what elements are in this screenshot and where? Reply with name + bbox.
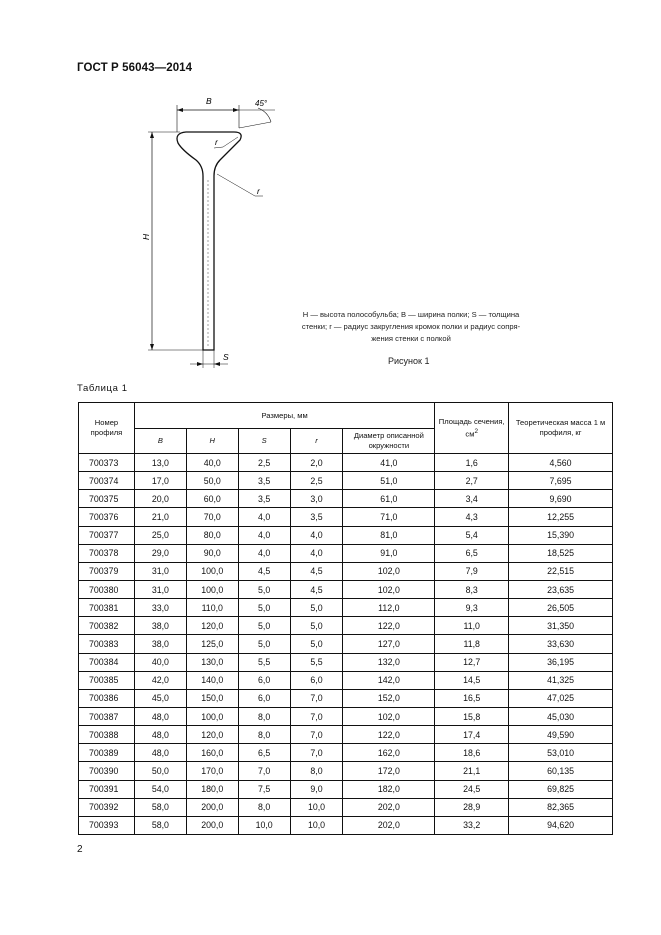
table-cell: 40,0	[186, 454, 238, 472]
legend-line: H — высота полособульба; B — ширина полки; S — толщина	[302, 310, 520, 319]
figure-caption: Рисунок 1	[388, 356, 430, 366]
table-row	[79, 671, 613, 689]
label-b: B	[206, 96, 212, 106]
table-cell: 700388	[79, 726, 135, 744]
table-cell: 28,9	[435, 798, 509, 816]
table-cell: 91,0	[343, 544, 435, 562]
table-cell: 3,5	[238, 472, 290, 490]
table-cell: 4,5	[290, 580, 343, 598]
table-cell: 4,0	[238, 508, 290, 526]
table-cell: 16,5	[435, 689, 509, 707]
table-row	[79, 508, 613, 526]
table-cell: 5,0	[238, 599, 290, 617]
table-row	[79, 762, 613, 780]
table-cell: 4,3	[435, 508, 509, 526]
table-cell: 58,0	[134, 816, 186, 834]
table-cell: 12,7	[435, 653, 509, 671]
table-cell: 61,0	[343, 490, 435, 508]
header-s	[238, 429, 290, 454]
header-r-text: r	[315, 436, 318, 445]
table-row	[79, 580, 613, 598]
table-cell: 15,8	[435, 707, 509, 725]
table-cell: 50,0	[134, 762, 186, 780]
table-cell: 7,0	[290, 707, 343, 725]
table-cell: 700379	[79, 562, 135, 580]
table-cell: 7,0	[290, 744, 343, 762]
table-cell: 36,195	[509, 653, 613, 671]
table-cell: 102,0	[343, 580, 435, 598]
table-cell: 8,3	[435, 580, 509, 598]
table-cell: 33,630	[509, 635, 613, 653]
table-row	[79, 454, 613, 472]
table-title: Таблица 1	[77, 383, 128, 394]
table-cell: 11,0	[435, 617, 509, 635]
table-cell: 127,0	[343, 635, 435, 653]
table-cell: 31,0	[134, 580, 186, 598]
table-cell: 4,0	[238, 544, 290, 562]
table-cell: 48,0	[134, 707, 186, 725]
table-cell: 70,0	[186, 508, 238, 526]
header-area-text: Площадь сечения, см	[438, 416, 505, 439]
table-row	[79, 726, 613, 744]
table-cell: 94,620	[509, 816, 613, 834]
table-cell: 10,0	[290, 816, 343, 834]
table-cell: 5,0	[290, 635, 343, 653]
table-cell: 54,0	[134, 780, 186, 798]
table-row	[79, 599, 613, 617]
table-cell: 3,5	[290, 508, 343, 526]
legend-line: жения стенки с полкой	[371, 334, 451, 343]
table-cell: 18,6	[435, 744, 509, 762]
table-row	[79, 490, 613, 508]
table-cell: 41,325	[509, 671, 613, 689]
header-area-sup: 2	[474, 427, 478, 435]
table-row	[79, 780, 613, 798]
table-cell: 700383	[79, 635, 135, 653]
table-row	[79, 472, 613, 490]
table-cell: 51,0	[343, 472, 435, 490]
table-body	[79, 454, 613, 835]
table-cell: 7,5	[238, 780, 290, 798]
table-cell: 700389	[79, 744, 135, 762]
table-cell: 200,0	[186, 798, 238, 816]
table-cell: 142,0	[343, 671, 435, 689]
table-cell: 122,0	[343, 617, 435, 635]
table-cell: 700380	[79, 580, 135, 598]
table-cell: 23,635	[509, 580, 613, 598]
table-cell: 24,5	[435, 780, 509, 798]
table-row	[79, 526, 613, 544]
table-row	[79, 562, 613, 580]
table-cell: 5,5	[290, 653, 343, 671]
table-cell: 8,0	[290, 762, 343, 780]
table-cell: 125,0	[186, 635, 238, 653]
table-cell: 21,0	[134, 508, 186, 526]
label-angle: 45°	[255, 99, 268, 108]
header-mass: Теоретическая масса 1 м профиля, кг	[509, 403, 613, 454]
table-cell: 110,0	[186, 599, 238, 617]
table-cell: 6,0	[290, 671, 343, 689]
table-row	[79, 707, 613, 725]
table-cell: 17,0	[134, 472, 186, 490]
label-r-top: r	[215, 137, 218, 147]
table-cell: 7,0	[238, 762, 290, 780]
table-cell: 700384	[79, 653, 135, 671]
header-h-text: H	[209, 436, 215, 445]
table-cell: 100,0	[186, 707, 238, 725]
table-cell: 11,8	[435, 635, 509, 653]
table-cell: 122,0	[343, 726, 435, 744]
table-cell: 150,0	[186, 689, 238, 707]
table-row	[79, 635, 613, 653]
table-cell: 5,0	[290, 617, 343, 635]
table-cell: 10,0	[238, 816, 290, 834]
profile-table	[78, 402, 613, 835]
table-cell: 49,590	[509, 726, 613, 744]
table-cell: 7,0	[290, 689, 343, 707]
table-cell: 5,0	[238, 580, 290, 598]
table-cell: 48,0	[134, 726, 186, 744]
table-cell: 40,0	[134, 653, 186, 671]
label-h: H	[141, 233, 151, 240]
table-cell: 53,010	[509, 744, 613, 762]
table-cell: 172,0	[343, 762, 435, 780]
table-cell: 700391	[79, 780, 135, 798]
table-cell: 38,0	[134, 617, 186, 635]
table-cell: 9,690	[509, 490, 613, 508]
header-r	[290, 429, 343, 454]
table-cell: 200,0	[186, 816, 238, 834]
table-cell: 41,0	[343, 454, 435, 472]
table-cell: 81,0	[343, 526, 435, 544]
table-row	[79, 617, 613, 635]
header-diameter: Диаметр описанной окружности	[343, 429, 435, 454]
table-cell: 14,5	[435, 671, 509, 689]
table-cell: 17,4	[435, 726, 509, 744]
table-cell: 6,5	[238, 744, 290, 762]
table-cell: 102,0	[343, 707, 435, 725]
table-cell: 4,0	[290, 526, 343, 544]
table-cell: 1,6	[435, 454, 509, 472]
table-cell: 700392	[79, 798, 135, 816]
table-cell: 31,0	[134, 562, 186, 580]
header-b	[134, 429, 186, 454]
table-cell: 700381	[79, 599, 135, 617]
header-h	[186, 429, 238, 454]
table-cell: 700386	[79, 689, 135, 707]
table-cell: 7,9	[435, 562, 509, 580]
table-cell: 12,255	[509, 508, 613, 526]
table-cell: 3,5	[238, 490, 290, 508]
table-cell: 10,0	[290, 798, 343, 816]
table-cell: 100,0	[186, 580, 238, 598]
header-profile-number: Номер профиля	[79, 403, 135, 454]
table-cell: 102,0	[343, 562, 435, 580]
table-cell: 182,0	[343, 780, 435, 798]
table-cell: 13,0	[134, 454, 186, 472]
table-cell: 60,135	[509, 762, 613, 780]
table-cell: 700377	[79, 526, 135, 544]
table-cell: 700378	[79, 544, 135, 562]
table-cell: 45,030	[509, 707, 613, 725]
table-cell: 700375	[79, 490, 135, 508]
table-cell: 3,0	[290, 490, 343, 508]
table-cell: 9,0	[290, 780, 343, 798]
table-cell: 4,5	[290, 562, 343, 580]
table-cell: 140,0	[186, 671, 238, 689]
table-cell: 9,3	[435, 599, 509, 617]
table-cell: 38,0	[134, 635, 186, 653]
table-cell: 60,0	[186, 490, 238, 508]
table-cell: 82,365	[509, 798, 613, 816]
header-area	[435, 403, 509, 454]
document-header: ГОСТ Р 56043—2014	[77, 62, 193, 74]
table-cell: 22,515	[509, 562, 613, 580]
table-cell: 31,350	[509, 617, 613, 635]
table-cell: 50,0	[186, 472, 238, 490]
figure-legend	[280, 309, 542, 345]
table-cell: 8,0	[238, 726, 290, 744]
table-cell: 700374	[79, 472, 135, 490]
table-cell: 2,5	[290, 472, 343, 490]
label-s: S	[223, 352, 229, 362]
table-cell: 170,0	[186, 762, 238, 780]
table-cell: 71,0	[343, 508, 435, 526]
table-cell: 2,5	[238, 454, 290, 472]
table-cell: 33,0	[134, 599, 186, 617]
table-cell: 700376	[79, 508, 135, 526]
table-cell: 700387	[79, 707, 135, 725]
table-cell: 58,0	[134, 798, 186, 816]
table-cell: 180,0	[186, 780, 238, 798]
table-cell: 5,0	[238, 635, 290, 653]
table-cell: 120,0	[186, 726, 238, 744]
table-cell: 6,0	[238, 671, 290, 689]
table-cell: 5,0	[238, 617, 290, 635]
table-cell: 48,0	[134, 744, 186, 762]
table-cell: 5,5	[238, 653, 290, 671]
legend-line: стенки; r — радиус закругления кромок полки и радиус сопря-	[301, 322, 521, 331]
table-cell: 4,0	[290, 544, 343, 562]
table-cell: 700373	[79, 454, 135, 472]
table-cell: 7,695	[509, 472, 613, 490]
table-cell: 132,0	[343, 653, 435, 671]
table-cell: 162,0	[343, 744, 435, 762]
table-cell: 80,0	[186, 526, 238, 544]
table-cell: 15,390	[509, 526, 613, 544]
table-cell: 152,0	[343, 689, 435, 707]
table-cell: 26,505	[509, 599, 613, 617]
table-row	[79, 816, 613, 834]
table-row	[79, 653, 613, 671]
page-number: 2	[77, 844, 83, 855]
table-cell: 5,0	[290, 599, 343, 617]
table-cell: 2,0	[290, 454, 343, 472]
table-cell: 18,525	[509, 544, 613, 562]
table-row	[79, 798, 613, 816]
table-row	[79, 544, 613, 562]
table-row	[79, 744, 613, 762]
table-cell: 2,7	[435, 472, 509, 490]
table-cell: 20,0	[134, 490, 186, 508]
table-cell: 4,0	[238, 526, 290, 544]
table-cell: 202,0	[343, 798, 435, 816]
table-cell: 100,0	[186, 562, 238, 580]
header-s-text: S	[261, 436, 267, 445]
table-cell: 3,4	[435, 490, 509, 508]
table-cell: 700393	[79, 816, 135, 834]
header-b-text: B	[157, 436, 163, 445]
bulb-flat-diagram	[130, 88, 300, 378]
table-cell: 45,0	[134, 689, 186, 707]
table-row	[79, 689, 613, 707]
table-cell: 130,0	[186, 653, 238, 671]
table-cell: 8,0	[238, 707, 290, 725]
table-cell: 6,5	[435, 544, 509, 562]
table-cell: 160,0	[186, 744, 238, 762]
table-cell: 700390	[79, 762, 135, 780]
table-cell: 7,0	[290, 726, 343, 744]
table-cell: 202,0	[343, 816, 435, 834]
table-cell: 6,0	[238, 689, 290, 707]
table-cell: 4,560	[509, 454, 613, 472]
table-cell: 700382	[79, 617, 135, 635]
header-dimensions: Размеры, мм	[134, 403, 434, 429]
table-cell: 700385	[79, 671, 135, 689]
table-cell: 47,025	[509, 689, 613, 707]
table-cell: 69,825	[509, 780, 613, 798]
table-cell: 4,5	[238, 562, 290, 580]
table-cell: 5,4	[435, 526, 509, 544]
label-r-side: r	[257, 186, 260, 196]
table-cell: 25,0	[134, 526, 186, 544]
table-cell: 8,0	[238, 798, 290, 816]
table-cell: 29,0	[134, 544, 186, 562]
table-cell: 90,0	[186, 544, 238, 562]
table-cell: 112,0	[343, 599, 435, 617]
table-cell: 120,0	[186, 617, 238, 635]
table-cell: 33,2	[435, 816, 509, 834]
profile-drawing	[130, 88, 300, 378]
table-cell: 42,0	[134, 671, 186, 689]
table-cell: 21,1	[435, 762, 509, 780]
